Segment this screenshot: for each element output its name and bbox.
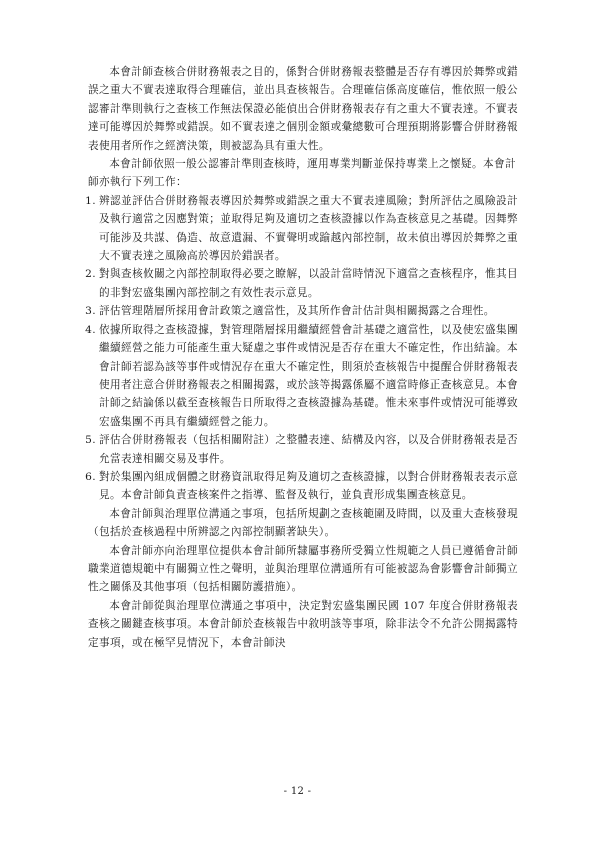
list-item [76, 265, 518, 302]
list-item-text: 依據所取得之查核證據，對管理階層採用繼續經營會計基礎之適當性，以及使宏盛集團繼續經營之能力可能產生重大疑慮之事件或情況是否存在重大不確定性，作出結論。本會計師若認為該等事件或情況存在重大不確定性，則須於查核報告中提醒合併財務報表使用者注意合併財務報表之相關揭露，或於該等揭露係屬不適當時修正查核意見。本會計師之結論係以截至查核報告日所取得之查核證據為基礎。惟未來事件或情況可能導致宏盛集團不再具有繼續經營之能力。 [99, 323, 518, 428]
list-item [76, 192, 518, 266]
paragraph-governance-communication: 本會計師與治理單位溝通之事項，包括所規劃之查核範圍及時間，以及重大查核發現（包括於查核過程中所辨認之內部控制顯著缺失）。 [88, 507, 518, 539]
list-item-number: 3. [85, 305, 96, 318]
list-item-number: 5. [85, 434, 96, 447]
list-item [76, 468, 518, 505]
list-item [76, 321, 518, 431]
list-item-text: 對於集團內組成個體之財務資訊取得足夠及適切之查核證據，以對合併財務報表表示意見。本會計師負責查核案件之指導、監督及執行，並負責形成集團查核意見。 [99, 470, 518, 502]
list-item-text: 評估管理階層所採用會計政策之適當性，及其所作會計估計與相關揭露之合理性。 [99, 305, 495, 318]
page-number: - 12 - [283, 786, 312, 797]
list-item-text: 辨認並評估合併財務報表導因於舞弊或錯誤之重大不實表達風險；對所評估之風險設計及執行適當之因應對策；並取得足夠及適切之查核證據以作為查核意見之基礎。因舞弊可能涉及共謀、偽造、故意遺漏、不實聲明或踰越內部控制，故未偵出導因於舞弊之重大不實表達之風險高於導因於錯誤者。 [99, 194, 518, 263]
list-item-text: 評估合併財務報表（包括相關附註）之整體表達、結構及內容，以及合併財務報表是否允當表達相關交易及事件。 [99, 434, 518, 465]
list-item-number: 1. [85, 194, 96, 207]
document-body [85, 63, 518, 652]
audit-procedures-list [85, 192, 518, 505]
paragraph-audit-objective: 本會計師查核合併財務報表之目的，係對合併財務報表整體是否存有導因於舞弊或錯誤之重大不實表達取得合理確信，並出具查核報告。合理確信係高度確信，惟依照一般公認審計準則執行之查核工作無法保證必能偵出合併財務報表存有之重大不實表達。不實表達可能導因於舞弊或錯誤。如不實表達之個別金額或彙總數可合理預期將影響合併財務報表使用者所作之經濟決策，則被認為具有重大性。 [88, 66, 518, 152]
list-item [76, 302, 518, 320]
list-item-number: 4. [85, 323, 96, 336]
list-item-text: 對與查核攸關之內部控制取得必要之瞭解，以設計當時情況下適當之查核程序，惟其目的非對宏盛集團內部控制之有效性表示意見。 [99, 268, 518, 299]
paragraph-audit-procedures-intro: 本會計師依照一般公認審計準則查核時，運用專業判斷並保持專業上之懷疑。本會計師亦執行下列工作： [88, 158, 516, 189]
list-item-number: 2. [85, 268, 96, 281]
paragraph-independence-statement: 本會計師亦向治理單位提供本會計師所隸屬事務所受獨立性規範之人員已遵循會計師職業道德規範中有關獨立性之聲明，並與治理單位溝通所有可能被認為會影響會計師獨立性之關係及其他事項（包括相關防護措施）。 [88, 544, 518, 594]
list-item [76, 431, 518, 468]
paragraph-key-audit-matters: 本會計師從與治理單位溝通之事項中，決定對宏盛集團民國 107 年度合併財務報表查核之關鍵查核事項。本會計師於查核報告中敘明該等事項，除非法令不允許公開揭露特定事項，或在極罕見情況下，本會計師決 [88, 599, 518, 649]
list-item-number: 6. [85, 470, 96, 483]
